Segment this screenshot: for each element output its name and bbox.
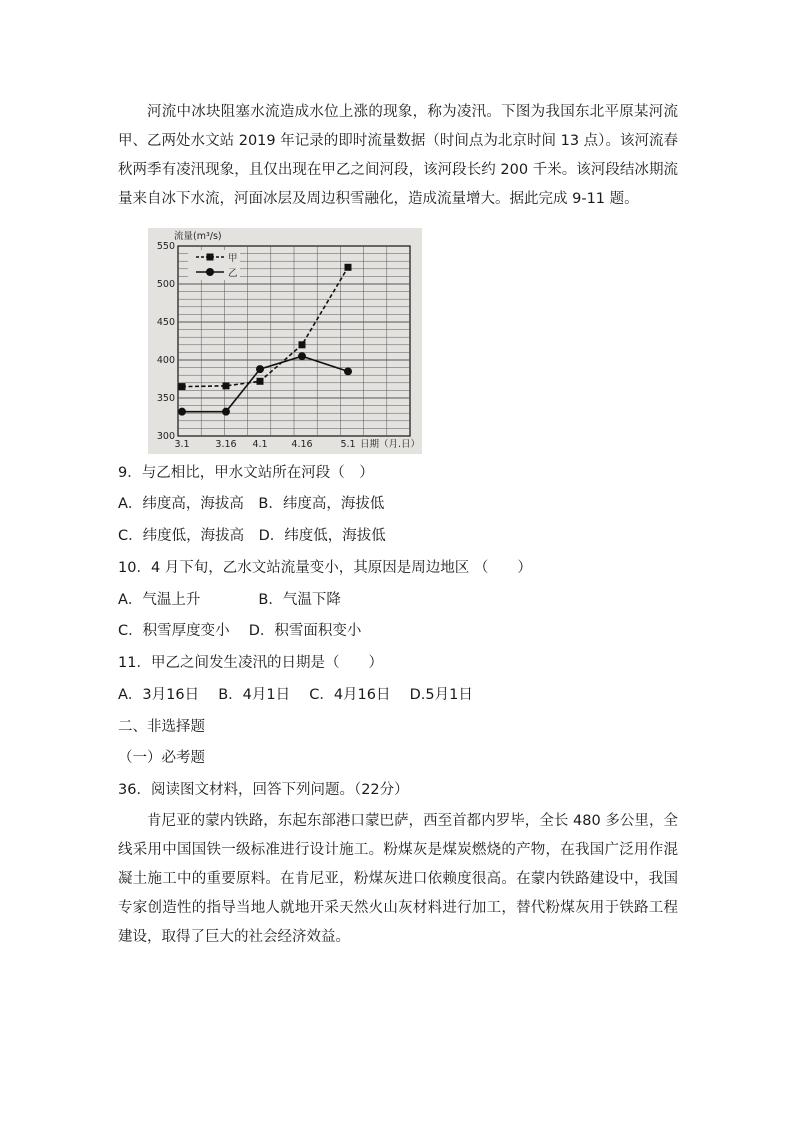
- q10-stem: 10．4 月下旬，乙水文站流量变小，其原因是周边地区 （ ）: [118, 560, 532, 576]
- series-line-2: [182, 356, 348, 411]
- q9-options-row2: C．纬度低，海拔高 D．纬度低，海拔低: [118, 528, 386, 544]
- q11-stem: 11．甲乙之间发生凌汛的日期是（ ）: [118, 655, 383, 671]
- legend-label: 甲: [228, 253, 238, 264]
- series-point: [222, 408, 230, 416]
- x-tick-label: 4.1: [252, 439, 268, 450]
- series-point: [299, 341, 306, 348]
- flow-chart: [148, 228, 422, 454]
- q36-stem: 36．阅读图文材料，回答下列问题。（22分）: [118, 782, 409, 798]
- series-line-1: [182, 267, 348, 386]
- q36-paragraph: 肯尼亚的蒙内铁路，东起东部港口蒙巴萨，西至首都内罗毕，全长 480 多公里，全线采用中国国铁一级标准进行设计施工。粉煤灰是煤炭燃烧的产物，在我国广泛用作混凝土施工中的重要原料。在肯尼亚，粉煤灰进口依赖度很高。在蒙内铁路建设中，我国专家创造性的指导当地人就地开采天然火山灰材料进行加工，替代粉煤灰用于铁路工程建设，取得了巨大的社会经济效益。: [118, 813, 678, 945]
- y-tick-label: 450: [156, 317, 175, 328]
- y-tick-label: 300: [156, 431, 175, 442]
- legend-label: 乙: [228, 268, 238, 279]
- series-point: [298, 352, 306, 360]
- series-point: [223, 382, 230, 389]
- series-point: [256, 365, 264, 373]
- series-point: [257, 378, 264, 385]
- q10-options-row2: C．积雪厚度变小 D．积雪面积变小: [118, 623, 362, 639]
- y-tick-label: 400: [156, 355, 175, 366]
- flow-chart-svg: [148, 228, 422, 454]
- legend-marker: [207, 254, 214, 261]
- q10-options-row1: A．气温上升 B．气温下降: [118, 592, 341, 608]
- y-axis-label: 流量(m³/s): [174, 231, 222, 242]
- section-subtitle: （一）必考题: [118, 750, 205, 766]
- x-tick-label: 4.16: [291, 439, 313, 450]
- y-tick-label: 550: [156, 241, 175, 252]
- series-point: [345, 264, 352, 271]
- q9-options-row1: A．纬度高，海拔高 B．纬度高，海拔低: [118, 496, 385, 512]
- y-tick-label: 500: [156, 279, 175, 290]
- section-title: 二、非选择题: [118, 719, 205, 735]
- legend-marker: [206, 268, 214, 276]
- intro-paragraph: 河流中冰块阻塞水流造成水位上涨的现象，称为凌汛。下图为我国东北平原某河流甲、乙两处水文站 2019 年记录的即时流量数据（时间点为北京时间 13 点）。该河流春秋两季有凌汛现象，且仅出现在甲乙之间河段，该河段长约 200 千米。该河段结冰期流量来自冰下水流，河面冰层及周边积雪融化，造成流量增大。据此完成 9-11 题。: [118, 104, 678, 207]
- series-point: [178, 408, 186, 416]
- x-tick-label: 5.1: [340, 439, 356, 450]
- x-tick-label: 3.16: [215, 439, 237, 450]
- q9-stem: 9．与乙相比，甲水文站所在河段（ ）: [118, 465, 374, 481]
- series-point: [179, 383, 186, 390]
- series-point: [344, 367, 352, 375]
- q11-options-row1: A．3月16日 B．4月1日 C．4月16日 D.5月1日: [118, 687, 473, 703]
- y-tick-label: 350: [156, 393, 175, 404]
- x-axis-label: 日期（月.日）: [360, 439, 421, 450]
- x-tick-label: 3.1: [174, 439, 190, 450]
